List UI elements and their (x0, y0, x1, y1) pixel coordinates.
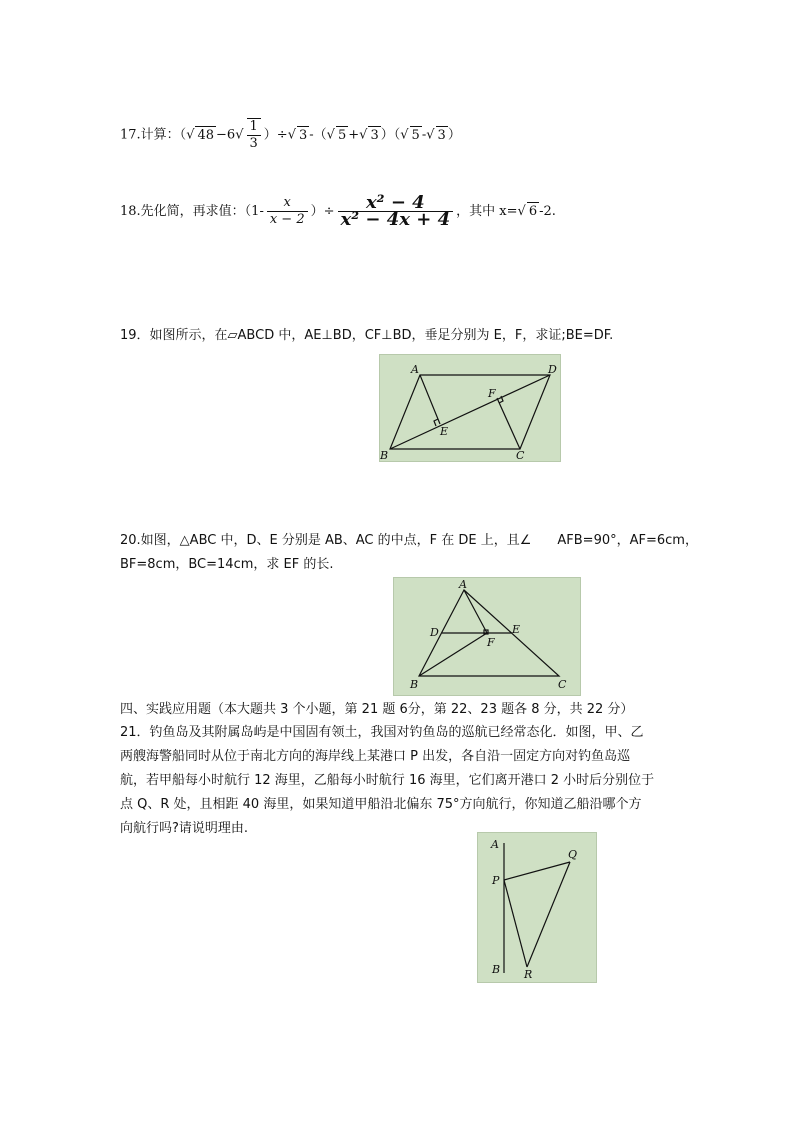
q18-frac1-num: x (267, 195, 308, 212)
q17-fraction (247, 118, 261, 152)
label-a: A (459, 578, 467, 591)
q17-radicand-3a: 3 (298, 127, 308, 143)
q21-line: 向航行吗?请说明理由. (120, 821, 249, 836)
label-r: R (524, 968, 533, 981)
q18-prefix: 18.先化简，再求值：（1- (120, 204, 264, 219)
sqrt-symbol: √ (287, 127, 296, 143)
label-f: F (487, 636, 495, 649)
q17-plus: + (348, 127, 360, 143)
q17-radicand-3c: 3 (437, 127, 446, 143)
q17-frac-num: 1 (247, 119, 261, 136)
segment-qr (527, 862, 570, 967)
section-4-heading: 四、实践应用题（本大题共 3 个小题，第 21 题 6分，第 22、23 题各 8 分，共 22 分） (120, 702, 634, 717)
label-a: A (491, 838, 499, 851)
label-e: E (440, 425, 449, 438)
q17-close-open: ）（ (380, 127, 401, 143)
q17-radicand-48: 48 (197, 127, 215, 143)
q17-minus6: −6 (216, 127, 236, 143)
segment-af (464, 590, 487, 633)
label-c: C (558, 678, 567, 691)
label-b: B (380, 449, 389, 461)
q21-line: 航，若甲船每小时航行 12 海里，乙船每小时航行 16 海里，它们离开港口 2 小时后分别位于 (120, 773, 655, 788)
q17-minus: - (421, 127, 427, 143)
sqrt-symbol: √ (426, 127, 435, 143)
q18-frac2-den: x² − 4x + 4 (340, 209, 451, 230)
q21-line: 21．钓鱼岛及其附属岛屿是中国固有领土，我国对钓鱼岛的巡航已经常态化．如图，甲、乙 (120, 725, 644, 740)
sqrt-symbol: √ (326, 127, 335, 143)
segment-bf (419, 633, 487, 676)
question-17 (120, 118, 461, 152)
diagonal-bd (390, 375, 550, 449)
figure-parallelogram (379, 354, 561, 462)
q18-fraction-1 (267, 195, 308, 228)
label-a: A (411, 363, 419, 376)
question-18 (120, 192, 556, 230)
sqrt-symbol: √ (359, 127, 368, 143)
question-20-line1: 20.如图，△ABC 中，D、E 分别是 AB、AC 的中点，F 在 DE 上，且∠ AFB=90°，AF=6cm， (120, 533, 698, 548)
q17-radicand-3b: 3 (370, 127, 379, 143)
q18-radicand-6: 6 (528, 204, 538, 219)
q18-frac1-den: x − 2 (269, 212, 305, 227)
q17-radicand-5b: 5 (411, 127, 420, 143)
q18-tail: -2. (539, 204, 556, 219)
q21-line: 两艘海警船同时从位于南北方向的海岸线上某港口 P 出发，各自沿一固定方向对钓鱼岛巡 (120, 749, 631, 764)
q18-fraction-2 (338, 192, 454, 230)
figure-ship-bearings (477, 832, 597, 983)
q21-line: 点 Q、R 处，且相距 40 海里，如果知道甲船沿北偏东 75°方向航行，你知道乙船沿哪个方 (120, 797, 642, 812)
label-q: Q (568, 848, 578, 861)
q18-mid: ）÷ (310, 204, 335, 219)
q18-where: ，其中 x= (456, 204, 518, 219)
right-angle-e (434, 419, 438, 426)
q17-end: ） (447, 127, 461, 143)
label-p: P (492, 874, 500, 887)
label-f: F (488, 387, 496, 400)
label-b: B (492, 963, 501, 976)
figure-triangle-abc (393, 577, 581, 696)
segment-ae (420, 375, 440, 424)
question-20-line2: BF=8cm，BC=14cm，求 EF 的长. (120, 557, 334, 572)
sqrt-symbol: √ (186, 127, 195, 143)
segment-pr (504, 880, 527, 967)
sqrt-symbol: √ (235, 127, 244, 143)
segment-cf (497, 398, 520, 449)
bearing-diagram (478, 833, 596, 982)
question-21 (120, 721, 680, 841)
question-19: 19．如图所示，在▱ABCD 中，AE⊥BD，CF⊥BD，垂足分别为 E，F，求证;BE=DF. (120, 328, 614, 343)
q17-minus-paren: -（ (309, 127, 327, 143)
q17-mid: ）÷ (263, 127, 288, 143)
label-d: D (430, 626, 439, 639)
label-d: D (548, 363, 557, 376)
label-c: C (516, 449, 525, 461)
q18-frac2-num: x² − 4 (338, 195, 454, 212)
segment-pq (504, 862, 570, 880)
q17-frac-den: 3 (249, 136, 258, 151)
label-b: B (410, 678, 419, 691)
label-e: E (512, 623, 521, 636)
q17-prefix: 17.计算：（ (120, 127, 187, 143)
q17-radicand-5a: 5 (337, 127, 347, 143)
parallelogram-diagram (380, 355, 560, 461)
sqrt-symbol: √ (400, 127, 409, 143)
sqrt-symbol: √ (517, 204, 526, 219)
triangle-diagram (394, 578, 580, 695)
